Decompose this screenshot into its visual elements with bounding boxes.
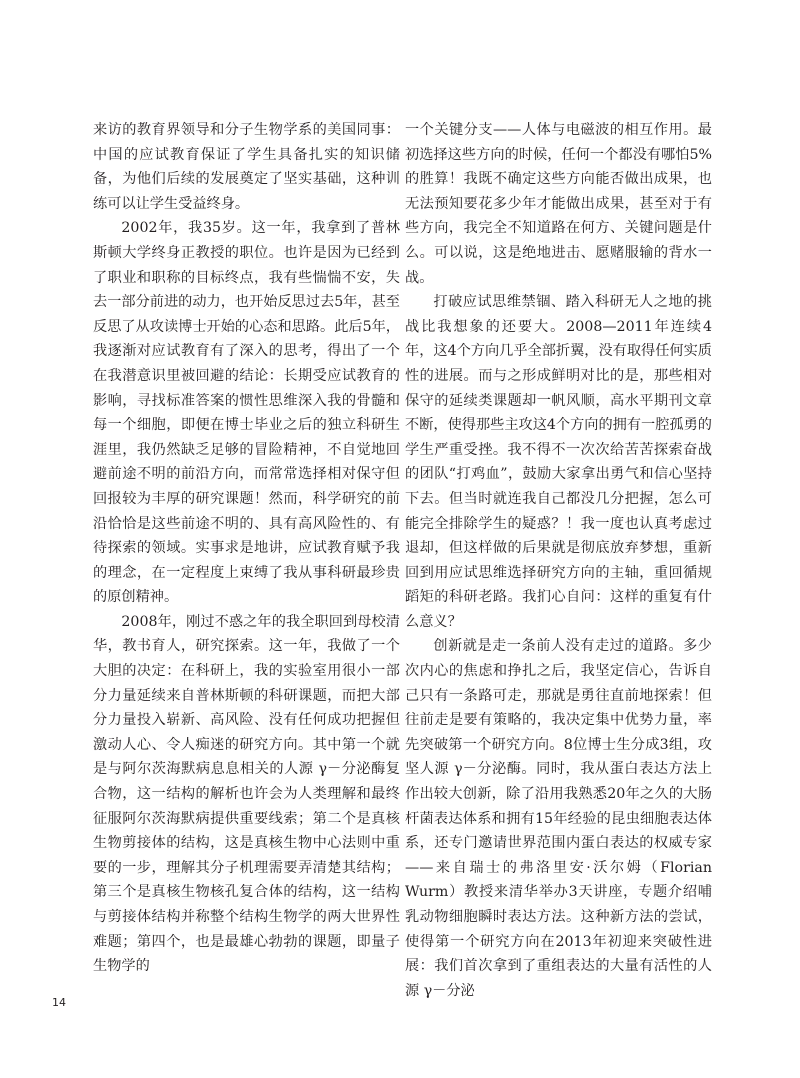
page-number: 14 [52,996,66,1009]
left-text-column [93,118,400,979]
paragraph: 打破应试思维禁锢、踏入科研无人之地的挑战比我想象的还要大。2008—2011年连续4年，这4个方向几乎全部折翼，没有取得任何实质性的进展。而与之形成鲜明对比的是，那些相对保守的延续类课题却一帆风顺，高水平期刊文章不断，使得那些主攻这4个方向的拥有一腔孤勇的学生严重受挫。我不得不一次次给苦苦探索奋战的团队“打鸡血”，鼓励大家拿出勇气和信心坚持下去。但当时就连我自己都没几分把握，怎么可能完全排除学生的疑惑？！我一度也认真考虑过退却，但这样做的后果就是彻底放弃梦想，重新回到用应试思维选择研究方向的主轴，重回循规蹈矩的科研老路。我扪心自问：这样的重复有什么意义？ [405,294,712,630]
paragraph: 来访的教育界领导和分子生物学系的美国同事：中国的应试教育保证了学生具备扎实的知识储备，为他们后续的发展奠定了坚实基础，这种训练可以让学生受益终身。 [93,122,400,212]
paragraph: 2008年，刚过不惑之年的我全职回到母校清华，教书育人，研究探索。这一年，我做了一个大胆的决定：在科研上，我的实验室用很小一部分力量延续来自普林斯顿的科研课题，而把大部分力量投入崭新、高风险、没有任何成功把握但激动人心、令人痴迷的研究方向。其中第一个就是与阿尔茨海默病息息相关的人源 γ－分泌酶复合物，这一结构的解析也许会为人类理解和最终征服阿尔茨海默病提供重要线索；第二个是真核生物剪接体的结构，这是真核生物中心法则中重要的一步，理解其分子机理需要弄清楚其结构；第三个是真核生物核孔复合体的结构，这一结构与剪接体结构并称整个结构生物学的两大世界性难题；第四个，也是最雄心勃勃的课题，即量子生物学的 [93,613,400,975]
right-text-column [405,118,712,1003]
paragraph: 创新就是走一条前人没有走过的道路。多少次内心的焦虑和挣扎之后，我坚定信心，告诉自己只有一条路可走，那就是勇往直前地探索！但往前走是要有策略的，我决定集中优势力量，率先突破第一个研究方向。8位博士生分成3组，攻坚人源 γ－分泌酶。同时，我从蛋白表达方法上作出较大创新，除了沿用我熟悉20年之久的大肠杆菌表达体系和拥有15年经验的昆虫细胞表达体系，还专门邀请世界范围内蛋白表达的权威专家——来自瑞士的弗洛里安·沃尔姆（Florian Wurm）教授来清华举办3天讲座，专题介绍哺乳动物细胞瞬时表达方法。这种新方法的尝试，使得第一个研究方向在2013年初迎来突破性进展：我们首次拿到了重组表达的大量有活性的人源 γ－分泌 [405,638,712,999]
paragraph: 一个关键分支——人体与电磁波的相互作用。最初选择这些方向的时候，任何一个都没有哪怕5%的胜算！我既不确定这些方向能否做出成果，也无法预知要花多少年才能做出成果，甚至对于有些方向，我完全不知道路在何方、关键问题是什么。可以说，这是绝地进击、愿赌服输的背水一战。 [405,122,712,286]
paragraph: 2002年，我35岁。这一年，我拿到了普林斯顿大学终身正教授的职位。也许是因为已经到了职业和职称的目标终点，我有些惴惴不安，失去一部分前进的动力，也开始反思过去5年，甚至反思了从攻读博士开始的心态和思路。此后5年，我逐渐对应试教育有了深入的思考，得出了一个在我潜意识里被回避的结论：长期受应试教育的影响，寻找标准答案的惯性思维深入我的骨髓和每一个细胞，即便在博士毕业之后的独立科研生涯里，我仍然缺乏足够的冒险精神，不自觉地回避前途不明的前沿方向，而常常选择相对保守但回报较为丰厚的研究课题！然而，科学研究的前沿恰恰是这些前途不明的、具有高风险性的、有待探索的领域。实事求是地讲，应试教育赋予我的理念，在一定程度上束缚了我从事科研最珍贵的原创精神。 [93,220,400,606]
